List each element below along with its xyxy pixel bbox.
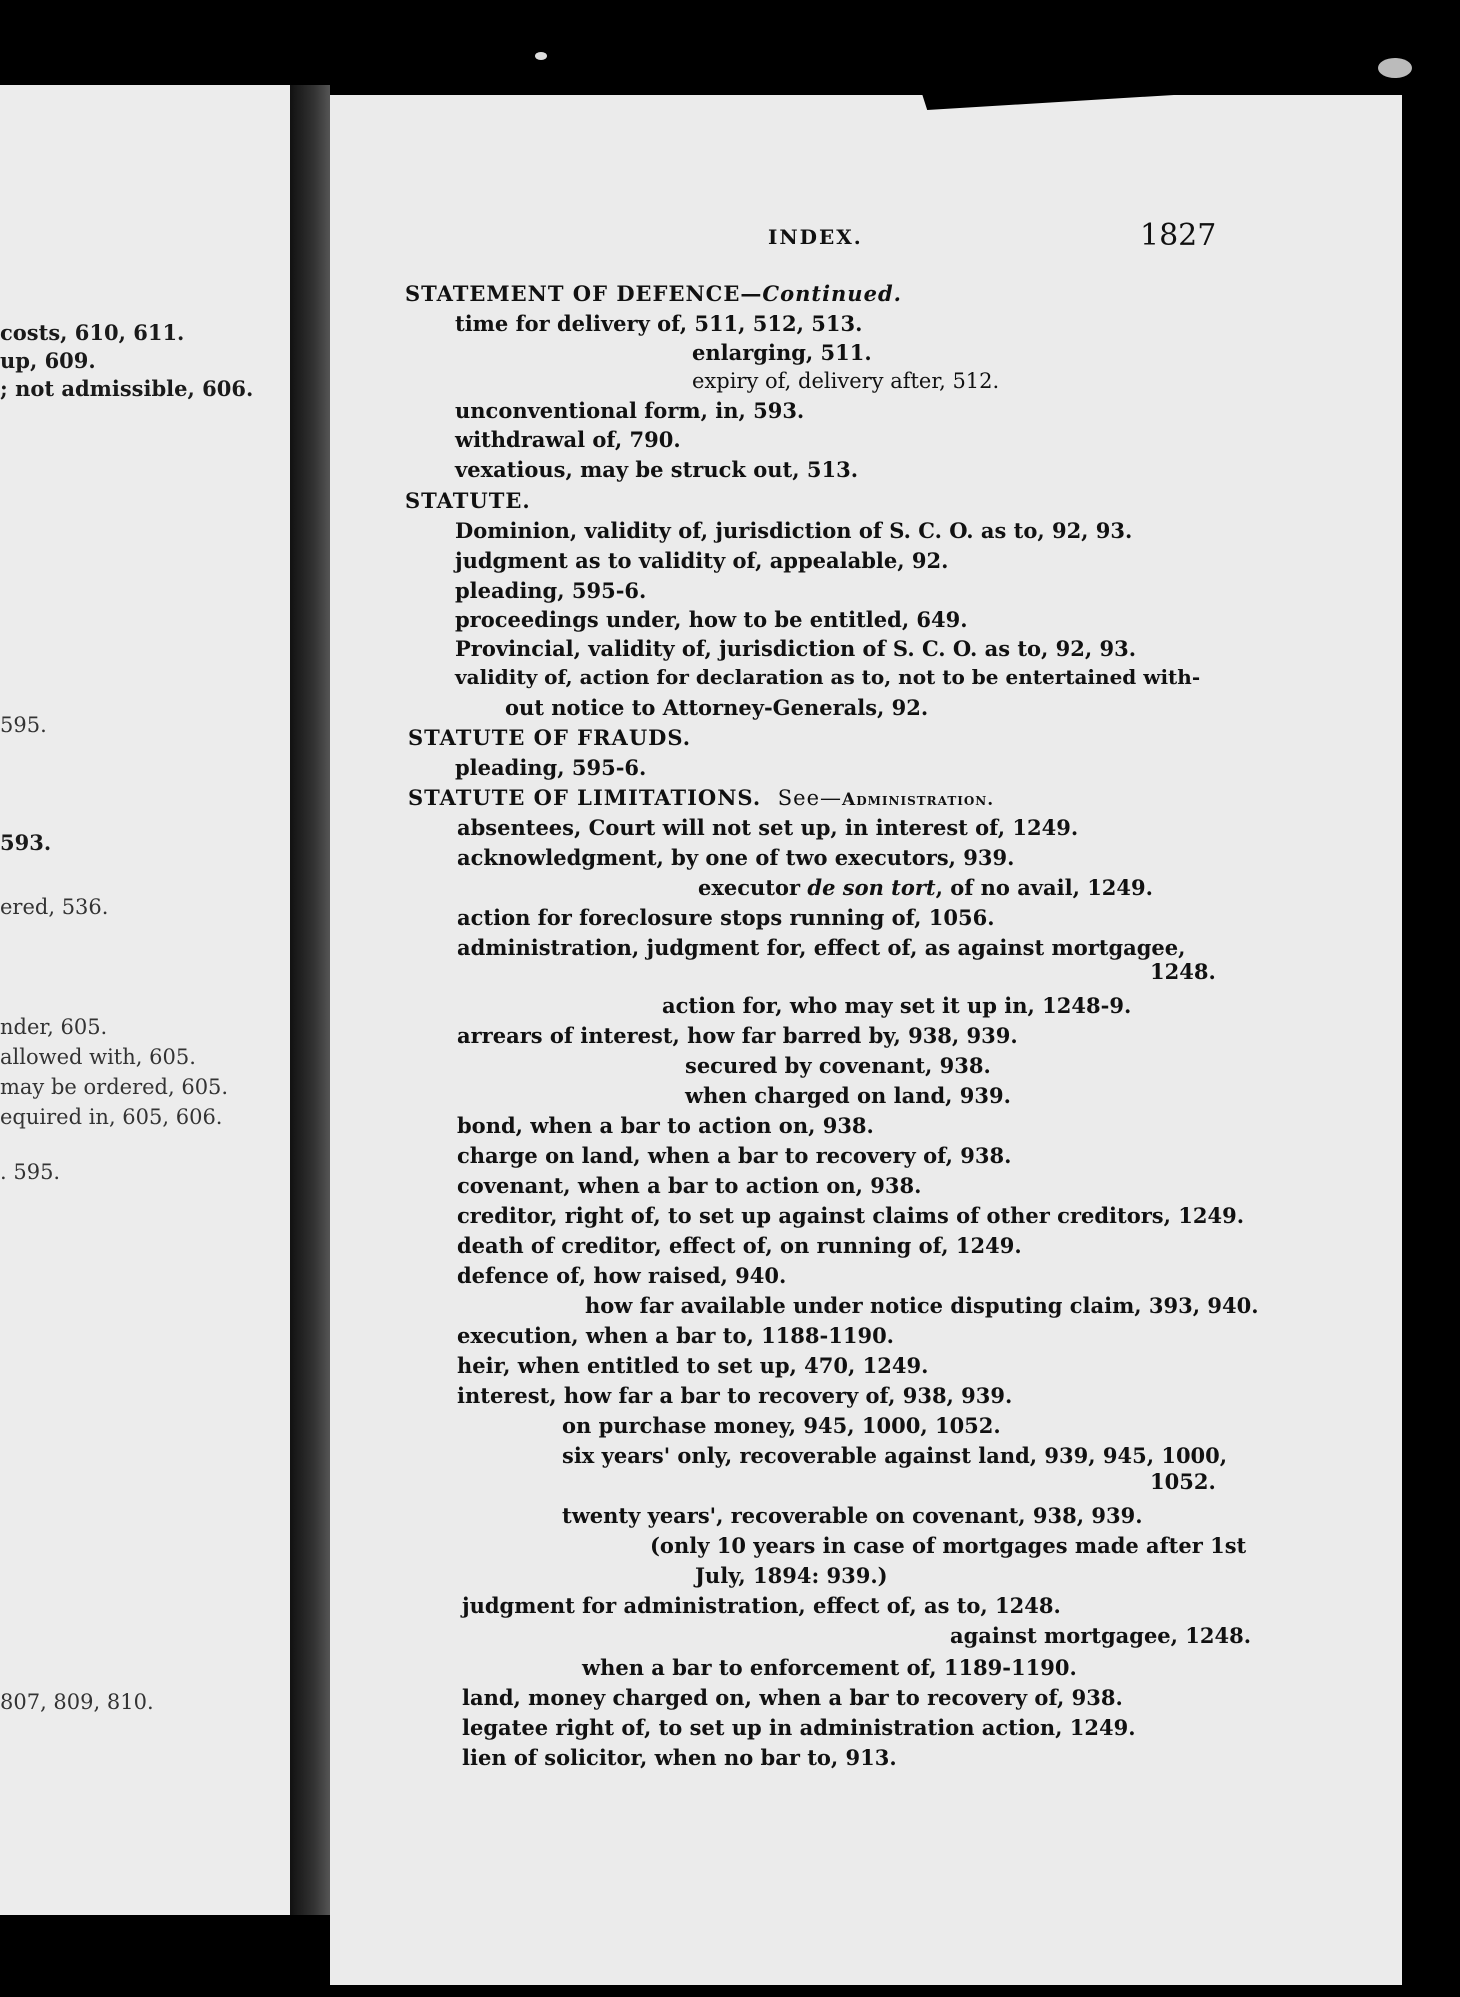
index-entry: Provincial, validity of, jurisdiction of S. C. O. as to, 92, 93.: [455, 636, 1137, 661]
left-line: may be ordered, 605.: [0, 1075, 229, 1099]
left-line: equired in, 605, 606.: [0, 1105, 223, 1129]
index-entry: (only 10 years in case of mortgages made after 1st: [650, 1533, 1247, 1558]
index-heading: STATUTE.: [405, 488, 531, 513]
index-entry: when charged on land, 939.: [685, 1083, 1011, 1108]
scan-speck: [535, 52, 547, 60]
index-entry: action for foreclosure stops running of, 1056.: [457, 905, 995, 930]
index-entry: arrears of interest, how far barred by, 938, 939.: [457, 1023, 1018, 1048]
running-header: INDEX.: [768, 225, 863, 249]
right-page: [330, 95, 1402, 1985]
index-entry: secured by covenant, 938.: [685, 1053, 991, 1078]
index-entry: defence of, how raised, 940.: [457, 1263, 787, 1288]
index-entry: executor de son tort, of no avail, 1249.: [698, 875, 1153, 900]
index-entry: pleading, 595-6.: [455, 578, 647, 603]
left-line: costs, 610, 611.: [0, 320, 185, 345]
scan-speck: [1378, 58, 1412, 78]
index-heading: STATUTE OF LIMITATIONS. See—Administration.: [408, 785, 995, 810]
index-entry: interest, how far a bar to recovery of, 938, 939.: [457, 1383, 1013, 1408]
index-entry: action for, who may set it up in, 1248-9.: [662, 993, 1132, 1018]
index-entry: acknowledgment, by one of two executors, 939.: [457, 845, 1015, 870]
index-entry: charge on land, when a bar to recovery of, 938.: [457, 1143, 1012, 1168]
index-entry: land, money charged on, when a bar to recovery of, 938.: [462, 1685, 1123, 1710]
index-entry: heir, when entitled to set up, 470, 1249.: [457, 1353, 929, 1378]
index-entry: death of creditor, effect of, on running of, 1249.: [457, 1233, 1022, 1258]
left-line: 807, 809, 810.: [0, 1690, 154, 1714]
left-line: nder, 605.: [0, 1015, 108, 1039]
left-line: ; not admissible, 606.: [0, 376, 254, 401]
index-entry: July, 1894: 939.): [695, 1563, 888, 1588]
index-entry: legatee right of, to set up in administration action, 1249.: [462, 1715, 1136, 1740]
left-page: [0, 85, 290, 1915]
index-entry: bond, when a bar to action on, 938.: [457, 1113, 874, 1138]
index-entry: 1052.: [1150, 1469, 1216, 1494]
index-entry: Dominion, validity of, jurisdiction of S. C. O. as to, 92, 93.: [455, 518, 1133, 543]
index-entry: against mortgagee, 1248.: [950, 1623, 1252, 1648]
index-heading: STATEMENT OF DEFENCE—Continued.: [405, 281, 902, 306]
index-entry: execution, when a bar to, 1188-1190.: [457, 1323, 894, 1348]
index-entry: vexatious, may be struck out, 513.: [455, 457, 859, 482]
index-entry: pleading, 595-6.: [455, 755, 647, 780]
left-line: 593.: [0, 830, 52, 855]
left-line: ered, 536.: [0, 895, 109, 919]
index-entry: twenty years', recoverable on covenant, 938, 939.: [562, 1503, 1143, 1528]
index-entry: out notice to Attorney-Generals, 92.: [505, 695, 929, 720]
index-entry: validity of, action for declaration as to, not to be entertained with-: [455, 665, 1201, 689]
index-entry: creditor, right of, to set up against claims of other creditors, 1249.: [457, 1203, 1245, 1228]
index-entry: judgment as to validity of, appealable, 92.: [455, 548, 949, 573]
left-line: allowed with, 605.: [0, 1045, 196, 1069]
page-number: 1827: [1140, 218, 1217, 253]
index-entry: six years' only, recoverable against land, 939, 945, 1000,: [562, 1443, 1228, 1468]
index-heading: STATUTE OF FRAUDS.: [408, 725, 692, 750]
index-entry: absentees, Court will not set up, in interest of, 1249.: [457, 815, 1079, 840]
index-entry: on purchase money, 945, 1000, 1052.: [562, 1413, 1001, 1438]
index-entry: expiry of, delivery after, 512.: [692, 369, 1000, 393]
index-entry: enlarging, 511.: [692, 340, 872, 365]
index-entry: when a bar to enforcement of, 1189-1190.: [582, 1655, 1077, 1680]
index-entry: judgment for administration, effect of, as to, 1248.: [462, 1593, 1061, 1618]
index-entry: covenant, when a bar to action on, 938.: [457, 1173, 922, 1198]
index-entry: time for delivery of, 511, 512, 513.: [455, 311, 863, 336]
left-line: . 595.: [0, 1160, 61, 1184]
index-entry: proceedings under, how to be entitled, 649.: [455, 607, 968, 632]
left-line: up, 609.: [0, 348, 96, 373]
index-entry: lien of solicitor, when no bar to, 913.: [462, 1745, 897, 1770]
left-line: 595.: [0, 713, 47, 737]
index-entry: withdrawal of, 790.: [455, 427, 681, 452]
book-gutter: [290, 85, 330, 1915]
index-entry: how far available under notice disputing claim, 393, 940.: [585, 1293, 1259, 1318]
index-entry: 1248.: [1150, 959, 1216, 984]
index-entry: administration, judgment for, effect of, as against mortgagee,: [457, 935, 1186, 960]
index-entry: unconventional form, in, 593.: [455, 398, 805, 423]
